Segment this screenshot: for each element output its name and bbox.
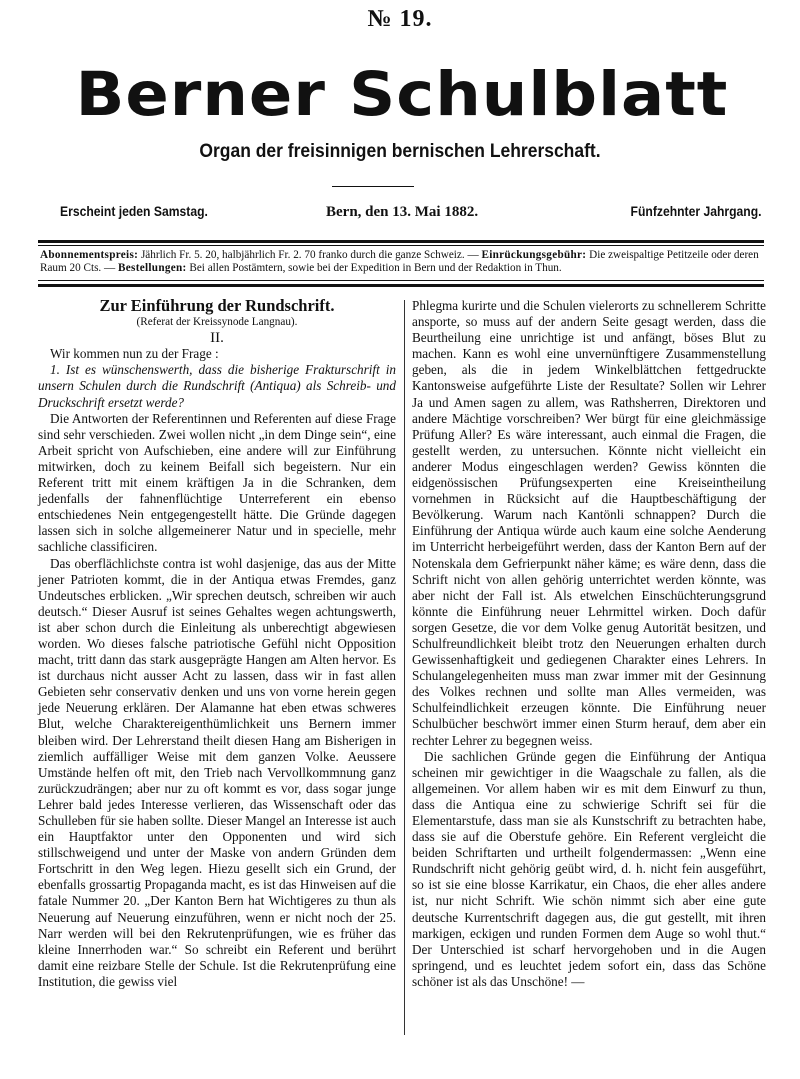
newspaper-subtitle: Organ der freisinnigen bernischen Lehrerschaft.: [199, 141, 601, 162]
issue-number: № 19.: [367, 6, 433, 32]
paragraph-continuation: Phlegma kurirte und die Schulen vielerorts zu schnellerem Schritte ansporte, so muss auf der andern Seite gesagt werden, dass die Beurtheilung eine unrichtige ist und anfängt, böses Blut zu machen. Kann es wohl eine unvernünftigere Zusammenstellung geben, als die in jedem Winkelblättchen fettgedruckte Kantonsweise aufgeführte Liste der Resultate? Sollen wir Lehrer Ja und Amen sagen zu allem, was Rathsherren, Direktoren und andere Mächtige vorschreiben? Wer bürgt für eine gleichmässige Prüfung Aller? Es wäre interessant, auch einmal die Fragen, die gestellt werden, zu untersuchen. Könnte nicht vielleicht ein anderer Modus eingeschlagen werden? Gewiss könnten die eidgenössischen Prüfungsexperten eine Kreiseintheilung vornehmen in Rücksicht auf die Hauptbeschäftigung der Bevölkerung. Warum nach Kantönli schnappen? Durch die Einführung der Antiqua würde auch kaum eine solche Aenderung im Unterricht herbeigeführt werden, dass der Kanton Bern auf der Notenskala dem Gefrierpunkt näher käme; es wäre denn, dass die Schrift nicht von allen gehörig unterrichtet werden könnte, was aber nicht der Fall ist. Als etwelchen Einschüchterungsgrund könnte die Einführung neuer Lehrmittel wirken. Doch dafür sorgen Gesetze, die vor dem Volke genug Autorität besitzen, und Schulfreundlichkeit bleibt trotz den Neuerungen erhalten durch Gewissenhaftigkeit und gediegenen Charakter eines Lehrers. In Schulangelegenheiten muss man zwar immer mit der Gesinnung des Volkes rechnen und sollte man Alles vermeiden, was Schulfeindlichkeit erzeugen könnte. Die Einführung neuer Schulbücher beschwört immer einen Sturm herauf, dem aber ein rechter Lehrer zu begegnen weiss.: [412, 298, 766, 748]
paragraph-patriots: Das oberflächlichste contra ist wohl dasjenige, das aus der Mitte jener Patrioten kommt, die in der Antiqua etwas Fremdes, ganz Undeutsches erblicken. „Wir sprechen deutsch, schreiben wir auch deutsch.“ Dieser Ausruf ist seines Gehaltes wegen achtungswerth, ist aber schon durch die Einleitung als unberechtigt abgewiesen worden. Wo dieses falsche patriotische Gefühl nicht Opposition macht, tritt dann das stark ausgeprägte Hangen am Alten hervor. Es ist durchaus nicht ausser Acht zu lassen, dass wir in fast allen Gebieten sehr conservativ denken und uns von vorne herein gegen jede Neuerung erklären. Der Alamanne hat eben etwas schweres Blut, welche Charaktereigenthümlichkeit uns Bernern immer bleiben wird. Der Lehrerstand theilt diesen Hang am Bisherigen in ziemlich auffälliger Weise mit dem ganzen Volke. Aeussere Umstände helfen oft mit, den Trieb nach Vervollkommnung ganz zurückzudrängen; aber nur zu oft kommt es vor, dass sogar junge Lehrer bald jedes Interesse verlieren, das Wissenschaft oder das Schulleben für sie haben sollte. Dieser Mangel an Interesse ist auch ein Hauptfaktor unter den Opponenten und wird sich stillschweigend und unter der Maske von andern Gründen dem Fortschritt in den Weg legen. Hiezu gesellt sich ein Grund, der ebenfalls grossartig Propaganda macht, es ist das Hinweisen auf die fatale Nummer 20. „Der Kanton Bern hat Wichtigeres zu thun als Neuerung auf Neuerung einzuführen, wenn er nicht noch der 25. Narr werden will bei den Rekrutenprüfungen, wie es früher das kleine Innerrhoden war.“ So schreibt ein Referent und berührt damit eine reizbare Stelle der Schule. Ist die Rekrutenprüfung eine Institution, die gewiss viel: [38, 555, 396, 989]
column-right: [412, 298, 766, 990]
column-divider: [404, 300, 405, 1035]
title-divider: [332, 186, 414, 187]
paragraph-intro: Wir kommen nun zu der Frage :: [50, 346, 219, 362]
paragraph-answers: Die Antworten der Referentinnen und Referenten auf diese Frage sind sehr verschieden. Zwei wollen nicht „in dem Dinge sein“, eine Arbeit spricht von Aufschieben, eine andere will zur Einführung mitwirken, doch zu keinem Beifall sich begeistern. Nur ein Referent tritt mit einem kräftigen Ja in die Schranken, dem jedenfalls der fahnenflüchtige Unterreferent ein ebenso entschiedenes Nein entgegengestellt hätte. Die Gründe dagegen lassen sich in solche allgemeinerer Natur und in specielle, mehr sachliche classificiren.: [38, 410, 396, 555]
article-subtitle: (Referat der Kreissynode Langnau).: [136, 316, 298, 329]
article-title: Zur Einführung der Rundschrift.: [99, 296, 335, 315]
insertion-fee-label: Einrückungsgebühr:: [481, 249, 587, 261]
header-rule-bottom: [38, 284, 764, 287]
section-number: II.: [210, 330, 224, 347]
orders-text: Bei allen Postämtern, sowie bei der Expedition in Bern und der Redaktion in Thun.: [186, 262, 562, 274]
subscription-price-text: Jährlich Fr. 5. 20, halbjährlich Fr. 2. 70 franko durch die ganze Schweiz. —: [138, 249, 482, 261]
subscription-info: [40, 249, 764, 275]
dateline: Bern, den 13. Mai 1882.: [326, 204, 479, 220]
masthead-meta: [38, 204, 762, 228]
header-rule-top-thin: [38, 245, 764, 246]
orders-label: Bestellungen:: [118, 262, 187, 274]
column-left: [38, 298, 396, 990]
publication-frequency: Erscheint jeden Samstag.: [60, 204, 208, 219]
header-rule-top: [38, 240, 764, 243]
insertion-fee-text: Die zweispaltige Petitzeile oder deren Raum 20 Cts. —: [40, 249, 759, 274]
subscription-price-label: Abonnementspreis:: [40, 249, 139, 261]
paragraph-factual-reasons: Die sachlichen Gründe gegen die Einführung der Antiqua scheinen mir gewichtiger in die Waagschale zu fallen, als die allgemeinen. Vor allem haben wir es mit dem Einwurf zu thun, dass die Antiqua eine zu schwierige Schrift sei für die Elementarstufe, dass man sie als Kunstschrift zu betrachten habe, dass sie auf die Oberstufe gehöre. Ein Referent vergleicht die beiden Schriftarten und urtheilt folgendermassen: „Wenn eine Rundschrift nicht gehörig geübt wird, d. h. nicht fein ausgeführt, so ist sie eine blosse Karrikatur, ein Chaos, die eher alles andere ist, nur nicht Schrift. Wie schön nimmt sich aber eine gute deutsche Kurrentschrift dagegen aus, die gut gestellt, mit ihren markigen, eckigen und runden Formen dem Auge so wohl thut.“ Der Unterschied ist scharf hervorgehoben und in die Augen springend, und es leuchtet jedem sofort ein, dass das Schöne schöner ist als das Unschöne! —: [412, 748, 766, 989]
header-rule-bottom-thin: [38, 280, 764, 281]
volume-year: Fünfzehnter Jahrgang.: [631, 204, 762, 219]
newspaper-title: Berner Schulblatt: [75, 59, 729, 131]
question-text: 1. Ist es wünschenswerth, dass die bisherige Frakturschrift in unsern Schulen durch die Rundschrift (Antiqua) als Schreib- und Druckschrift ersetzt werde?: [38, 362, 396, 410]
